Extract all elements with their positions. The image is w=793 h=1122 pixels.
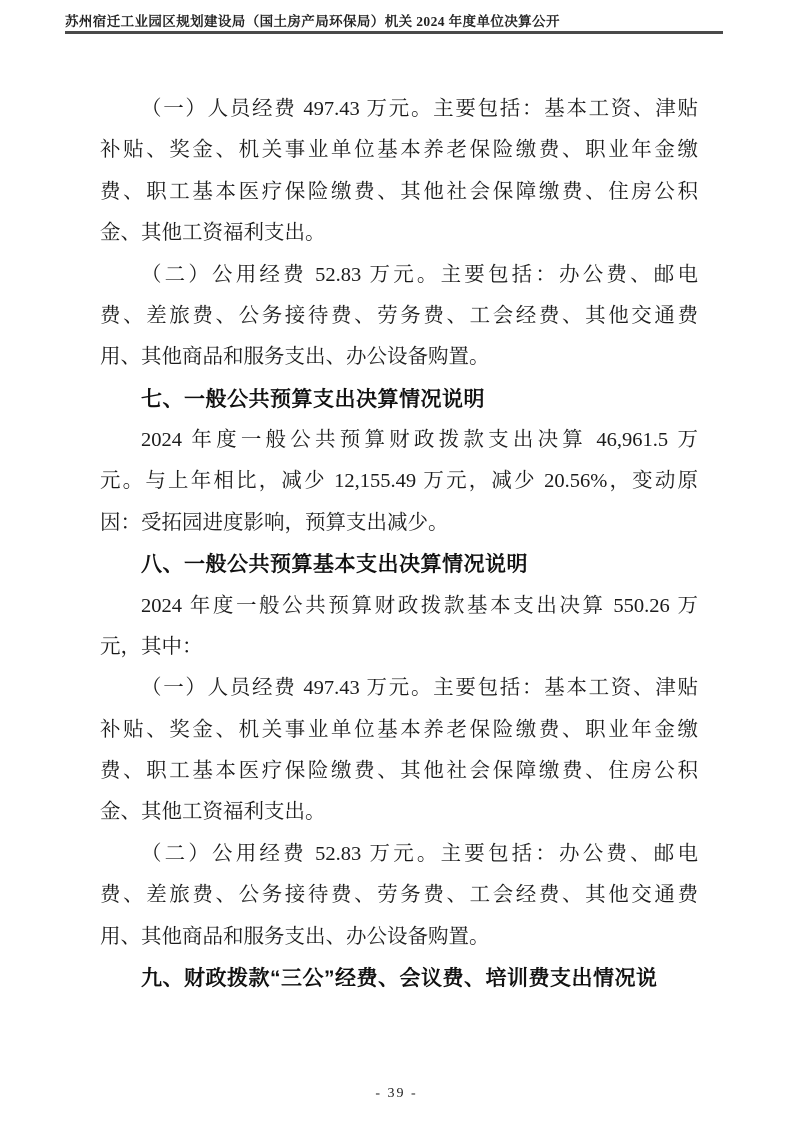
text-line: 金、其他工资福利支出。 xyxy=(100,222,326,245)
text-line: 补贴、奖金、机关事业单位基本养老保险缴费、职业年金缴 xyxy=(100,718,698,741)
paragraph-budget-expenditure xyxy=(100,420,698,544)
text-line: 补贴、奖金、机关事业单位基本养老保险缴费、职业年金缴 xyxy=(100,139,698,162)
paragraph-public-funds-2 xyxy=(100,834,698,958)
page-footer xyxy=(0,1084,793,1102)
section-heading-9: 九、财政拨款“三公”经费、会议费、培训费支出情况说 xyxy=(141,966,658,990)
paragraph-public-funds-1 xyxy=(100,255,698,379)
text-line: 2024 年度一般公共预算财政拨款支出决算 46,961.5 万 xyxy=(141,429,698,451)
header-title: 苏州宿迁工业园区规划建设局（国土房产局环保局）机关 2024 年度单位决算公开 xyxy=(65,14,560,29)
text-line: 元。与上年相比，减少 12,155.49 万元，减少 20.56%，变动原 xyxy=(100,470,698,493)
text-line: 用、其他商品和服务支出、办公设备购置。 xyxy=(100,346,490,369)
text-line: 因：受拓园进度影响，预算支出减少。 xyxy=(100,511,449,534)
page-header xyxy=(65,14,723,34)
text-line: 金、其他工资福利支出。 xyxy=(100,801,326,824)
text-line: 费、差旅费、公务接待费、劳务费、工会经费、其他交通费 xyxy=(100,304,698,327)
text-line: 费、职工基本医疗保险缴费、其他社会保障缴费、住房公积 xyxy=(100,180,698,203)
page-number: - 39 - xyxy=(375,1086,418,1101)
text-line: （一）人员经费 497.43 万元。主要包括：基本工资、津贴 xyxy=(141,677,698,700)
text-line: 费、差旅费、公务接待费、劳务费、工会经费、其他交通费 xyxy=(100,884,698,907)
paragraph-basic-expenditure xyxy=(100,586,698,669)
text-line: 用、其他商品和服务支出、办公设备购置。 xyxy=(100,925,490,948)
text-line: 元，其中： xyxy=(100,635,203,658)
text-line: （一）人员经费 497.43 万元。主要包括：基本工资、津贴 xyxy=(141,98,698,120)
document-body xyxy=(100,89,698,999)
text-line: 2024 年度一般公共预算财政拨款基本支出决算 550.26 万 xyxy=(141,594,698,617)
section-heading-8: 八、一般公共预算基本支出决算情况说明 xyxy=(141,553,528,577)
paragraph-personnel-funds-1 xyxy=(100,89,698,255)
header-rule xyxy=(65,31,723,34)
text-line: （二）公用经费 52.83 万元。主要包括：办公费、邮电 xyxy=(141,263,698,286)
section-heading-7: 七、一般公共预算支出决算情况说明 xyxy=(141,387,485,411)
text-line: （二）公用经费 52.83 万元。主要包括：办公费、邮电 xyxy=(141,842,698,865)
text-line: 费、职工基本医疗保险缴费、其他社会保障缴费、住房公积 xyxy=(100,760,698,782)
paragraph-personnel-funds-2 xyxy=(100,668,698,834)
